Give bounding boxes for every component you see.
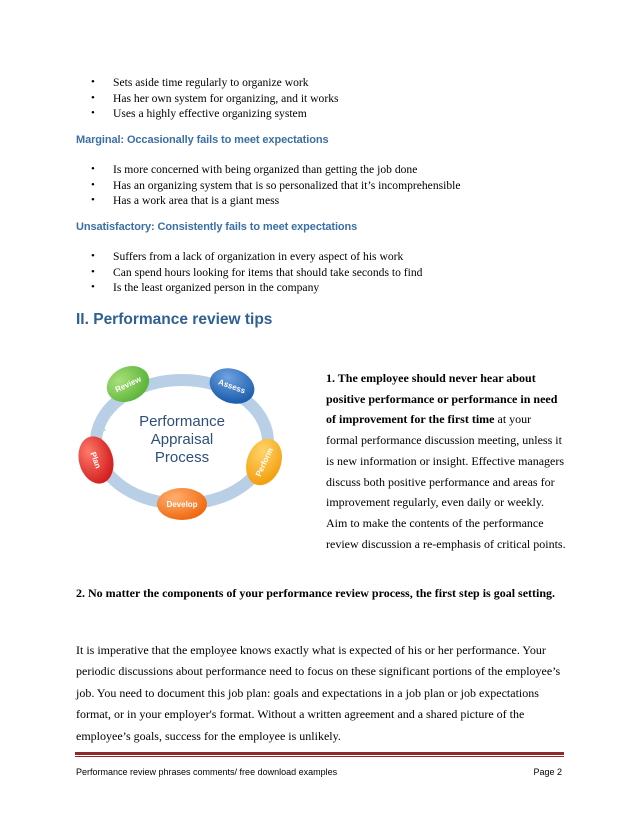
tip-1-bold: 1. The employee should never hear about positive performance or performance in need of improvement for the first time (326, 371, 558, 427)
footer-text: Performance review phrases comments/ free download examples (76, 767, 338, 777)
body-paragraph: It is imperative that the employee knows exactly what is expected of his or her performance. Your periodic discussions about performance need to focus on these significant portions of the employee’s job. You need to document this job plan: goals and expectations in a job plan or job expectations format, or in your employer's format. Without a written agreement and a shared picture of the employee’s goals, success for the employee is unlikely. (76, 643, 561, 743)
plan-label: Plan (88, 450, 103, 470)
performance-appraisal-diagram (72, 356, 292, 524)
marginal-bullet-list (0, 162, 461, 209)
diagram-center-line: Process (154, 449, 210, 466)
perform-label: Perform (253, 446, 276, 479)
footer-divider (75, 756, 564, 757)
tip-2-heading: 2. No matter the components of your performance review process, the first step is goal setting. (76, 586, 556, 600)
list-item: • Has an organizing system that is so personalized that it’s incomprehensible (91, 178, 461, 192)
tip-1-paragraph (326, 368, 566, 554)
assess-label: Assess (217, 377, 247, 396)
diagram-center-line: Performance (139, 413, 225, 430)
list-item: • Uses a highly effective organizing system (91, 107, 307, 120)
list-item: • Is more concerned with being organized than getting the job done (91, 163, 418, 176)
unsatisfactory-heading: Unsatisfactory: Consistently fails to meet expectations (76, 221, 358, 233)
diagram-center-line: Appraisal (150, 431, 214, 448)
marginal-heading: Marginal: Occasionally fails to meet expectations (76, 134, 329, 146)
list-item: • Suffers from a lack of organization in every aspect of his work (91, 250, 404, 263)
top-bullet-list (0, 75, 339, 122)
list-item: • Has her own system for organizing, and it works (91, 91, 339, 105)
footer-divider (75, 752, 564, 755)
list-item: • Is the least organized person in the company (91, 281, 320, 294)
list-item: • Can spend hours looking for items that should take seconds to find (91, 265, 423, 279)
list-item: • Sets aside time regularly to organize work (91, 76, 309, 89)
tip-1-text: at your formal performance discussion meeting, unless it is new information or insight. Effective managers discuss both positive performance and areas for improvement regularly, even daily or weekly. Aim to make the contents of the performance review discussion a re-emphasis of critical points. (326, 412, 566, 551)
list-item: • Has a work area that is a giant mess (91, 194, 280, 207)
section-title: II. Performance review tips (76, 311, 273, 328)
develop-label: Develop (166, 500, 198, 509)
review-label: Review (113, 374, 143, 395)
page-number: Page 2 (533, 767, 562, 777)
unsatisfactory-bullet-list (0, 249, 422, 296)
